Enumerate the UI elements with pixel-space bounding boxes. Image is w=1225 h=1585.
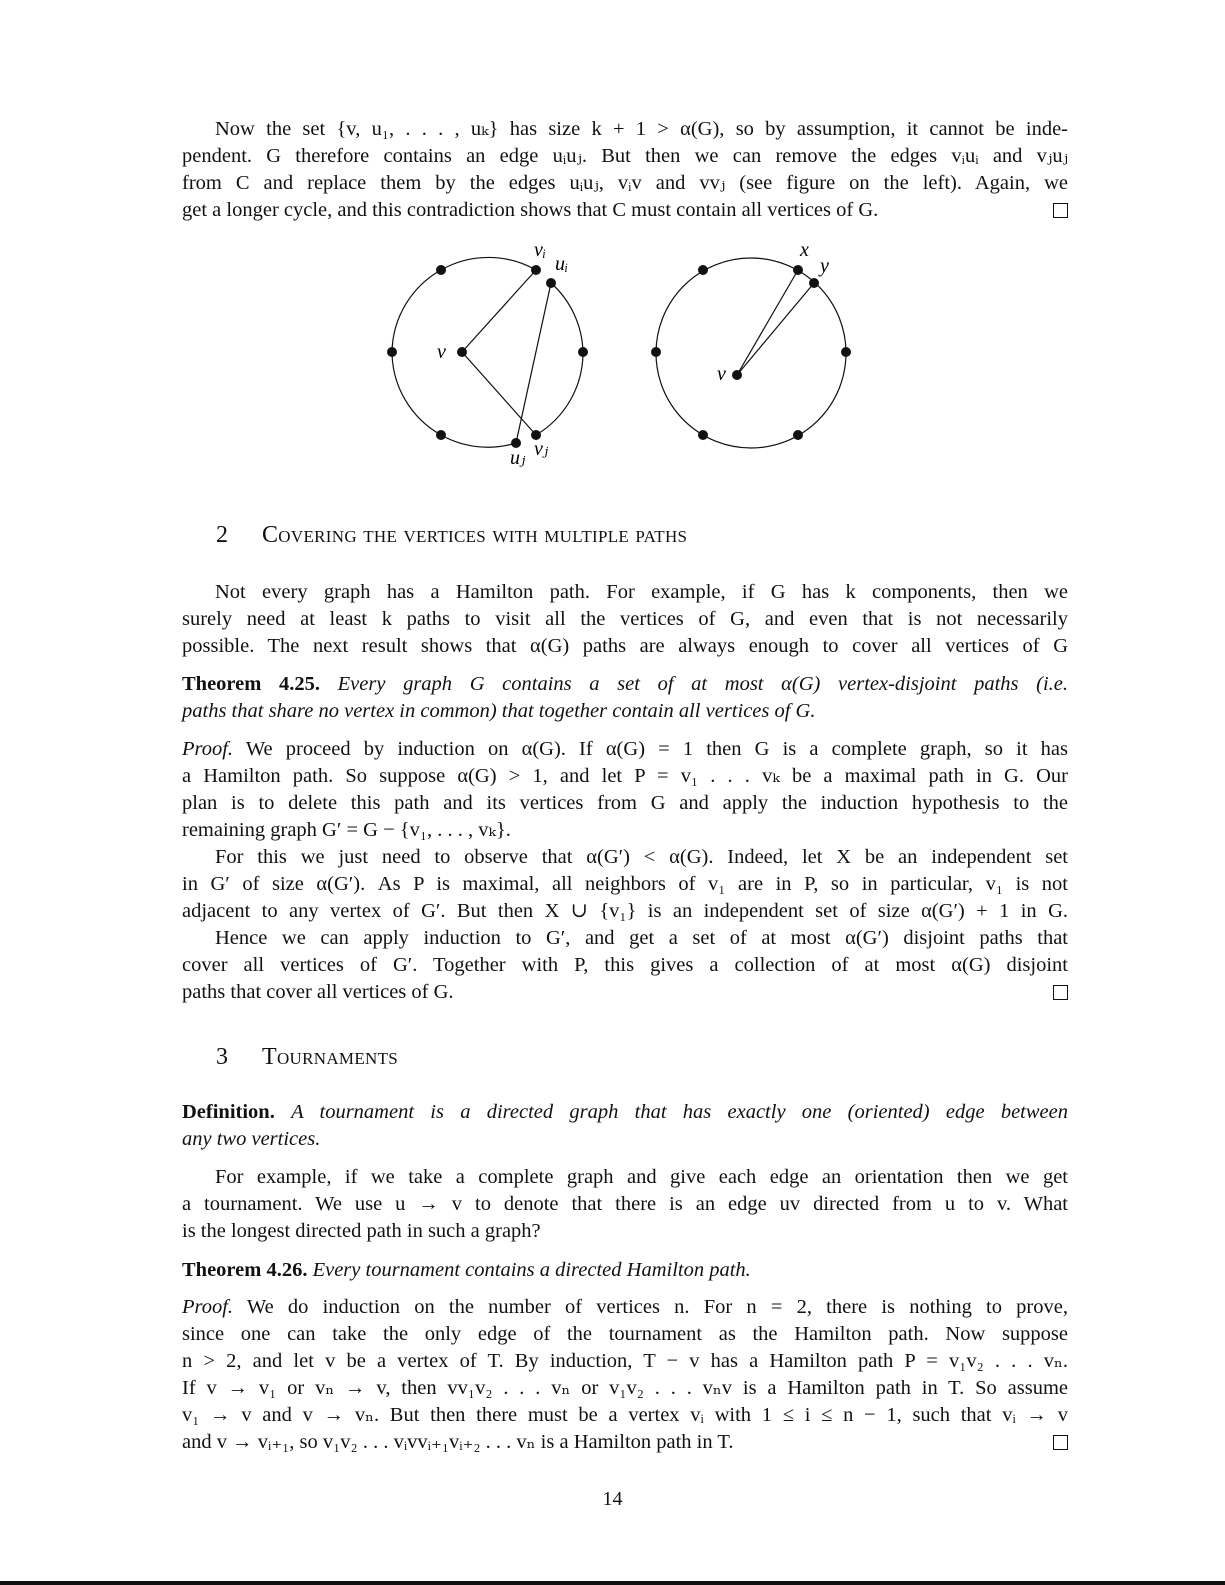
- section-heading-3: [216, 1044, 398, 1071]
- label-vj: vⱼ: [534, 438, 549, 460]
- text-line: paths that cover all vertices of G.: [182, 981, 454, 1003]
- proof-4-26: [182, 1294, 1068, 1456]
- text-line: Hence we can apply induction to G′, and get a set of at most α(G′) disjoint paths that: [215, 927, 1068, 949]
- text-line: v₁ → v and v → vₙ. But then there must be a vertex vᵢ with 1 ≤ i ≤ n − 1, such that vᵢ → v: [182, 1404, 1068, 1426]
- top-paragraph: [182, 116, 1068, 224]
- qed-box-icon: [1053, 985, 1068, 1000]
- text-line: We proceed by induction on α(G). If α(G) = 1 then G is a complete graph, so it has: [233, 738, 1068, 760]
- text-line: since one can take the only edge of the tournament as the Hamilton path. Now suppose: [182, 1323, 1068, 1345]
- label-vi: vᵢ: [534, 239, 547, 261]
- page-bottom-border: [0, 1581, 1225, 1585]
- text-line: cover all vertices of G′. Together with P, this gives a collection of at most α(G) disjoint: [182, 954, 1068, 976]
- text-line: surely need at least k paths to visit all the vertices of G, and even that is not necessarily: [182, 608, 1068, 630]
- text-line: a tournament. We use u → v to denote that there is an edge uv directed from u to v. What: [182, 1193, 1068, 1215]
- theorem-label: Theorem 4.26.: [182, 1259, 308, 1281]
- section-heading-2: [216, 522, 687, 549]
- theorem-label: Theorem 4.25.: [182, 673, 320, 695]
- proof-label: Proof.: [182, 1296, 234, 1318]
- label-v-right: v: [717, 363, 726, 385]
- text-line: in G′ of size α(G′). As P is maximal, all neighbors of v₁ are in P, so in particular, v₁ is not: [182, 873, 1068, 895]
- section2-intro: [182, 579, 1068, 660]
- text-line: adjacent to any vertex of G′. But then X ∪ {v₁} is an independent set of size α(G′) + 1 in G.: [182, 900, 1068, 922]
- theorem-text: Every tournament contains a directed Hamilton path.: [312, 1259, 751, 1281]
- text-line: pendent. G therefore contains an edge uᵢuⱼ. But then we can remove the edges vᵢuᵢ and vⱼuⱼ: [182, 145, 1068, 167]
- section-title: Tournaments: [262, 1044, 399, 1070]
- qed-box-icon: [1053, 1435, 1068, 1450]
- label-uj: uⱼ: [510, 447, 526, 469]
- text-line: If v → v₁ or vₙ → v, then vv₁v₂ . . . vₙ or v₁v₂ . . . vₙv is a Hamilton path in T. So assume: [182, 1377, 1068, 1399]
- label-x: x: [800, 239, 809, 261]
- section-title: Covering the vertices with multiple paths: [262, 522, 688, 548]
- cycle-figure: [380, 235, 860, 475]
- tournament-paragraph: [182, 1164, 1068, 1245]
- text-line: and v → vᵢ₊₁, so v₁v₂ . . . vᵢvvᵢ₊₁vᵢ₊₂ . . . vₙ is a Hamilton path in T.: [182, 1431, 734, 1453]
- text-line: plan is to delete this path and its vertices from G and apply the induction hypothesis to the: [182, 792, 1068, 814]
- section-number: 2: [216, 522, 228, 548]
- text-line: possible. The next result shows that α(G) paths are always enough to cover all vertices of G: [182, 635, 1068, 657]
- definition-label: Definition.: [182, 1101, 275, 1123]
- text-line: get a longer cycle, and this contradiction shows that C must contain all vertices of G.: [182, 199, 879, 221]
- proof-4-25: [182, 736, 1068, 1006]
- label-ui: uᵢ: [555, 253, 569, 275]
- text-line: Not every graph has a Hamilton path. For example, if G has k components, then we: [215, 581, 1068, 603]
- page-number: 14: [602, 1488, 623, 1510]
- text-line: For this we just need to observe that α(G′) < α(G). Indeed, let X be an independent set: [215, 846, 1068, 868]
- text-line: is the longest directed path in such a graph?: [182, 1220, 541, 1242]
- theorem-text: paths that share no vertex in common) that together contain all vertices of G.: [182, 700, 816, 722]
- definition-text: any two vertices.: [182, 1128, 321, 1150]
- section-number: 3: [216, 1044, 228, 1070]
- text-line: Now the set {v, u₁, . . . , uₖ} has size k + 1 > α(G), so by assumption, it cannot be inde-: [215, 118, 1068, 140]
- text-line: remaining graph G′ = G − {v₁, . . . , vₖ}.: [182, 819, 511, 841]
- proof-label: Proof.: [182, 738, 234, 760]
- theorem-4-26: [182, 1257, 1068, 1284]
- text-line: from C and replace them by the edges uᵢuⱼ, vᵢv and vvⱼ (see figure on the left). Again, we: [182, 172, 1068, 194]
- text-line: a Hamilton path. So suppose α(G) > 1, and let P = v₁ . . . vₖ be a maximal path in G. Our: [182, 765, 1068, 787]
- theorem-4-25: [182, 671, 1068, 725]
- definition-text: A tournament is a directed graph that has exactly one (oriented) edge between: [291, 1101, 1068, 1123]
- theorem-text: Every graph G contains a set of at most α(G) vertex-disjoint paths (i.e.: [337, 673, 1069, 695]
- definition-tournament: [182, 1099, 1068, 1153]
- text-line: For example, if we take a complete graph and give each edge an orientation then we get: [215, 1166, 1068, 1188]
- text-line: We do induction on the number of vertices n. For n = 2, there is nothing to prove,: [233, 1296, 1068, 1318]
- text-line: n > 2, and let v be a vertex of T. By induction, T − v has a Hamilton path P = v₁v₂ . . . vₙ.: [182, 1350, 1068, 1372]
- label-y: y: [820, 255, 829, 277]
- label-v: v: [437, 341, 446, 363]
- qed-box-icon: [1053, 203, 1068, 218]
